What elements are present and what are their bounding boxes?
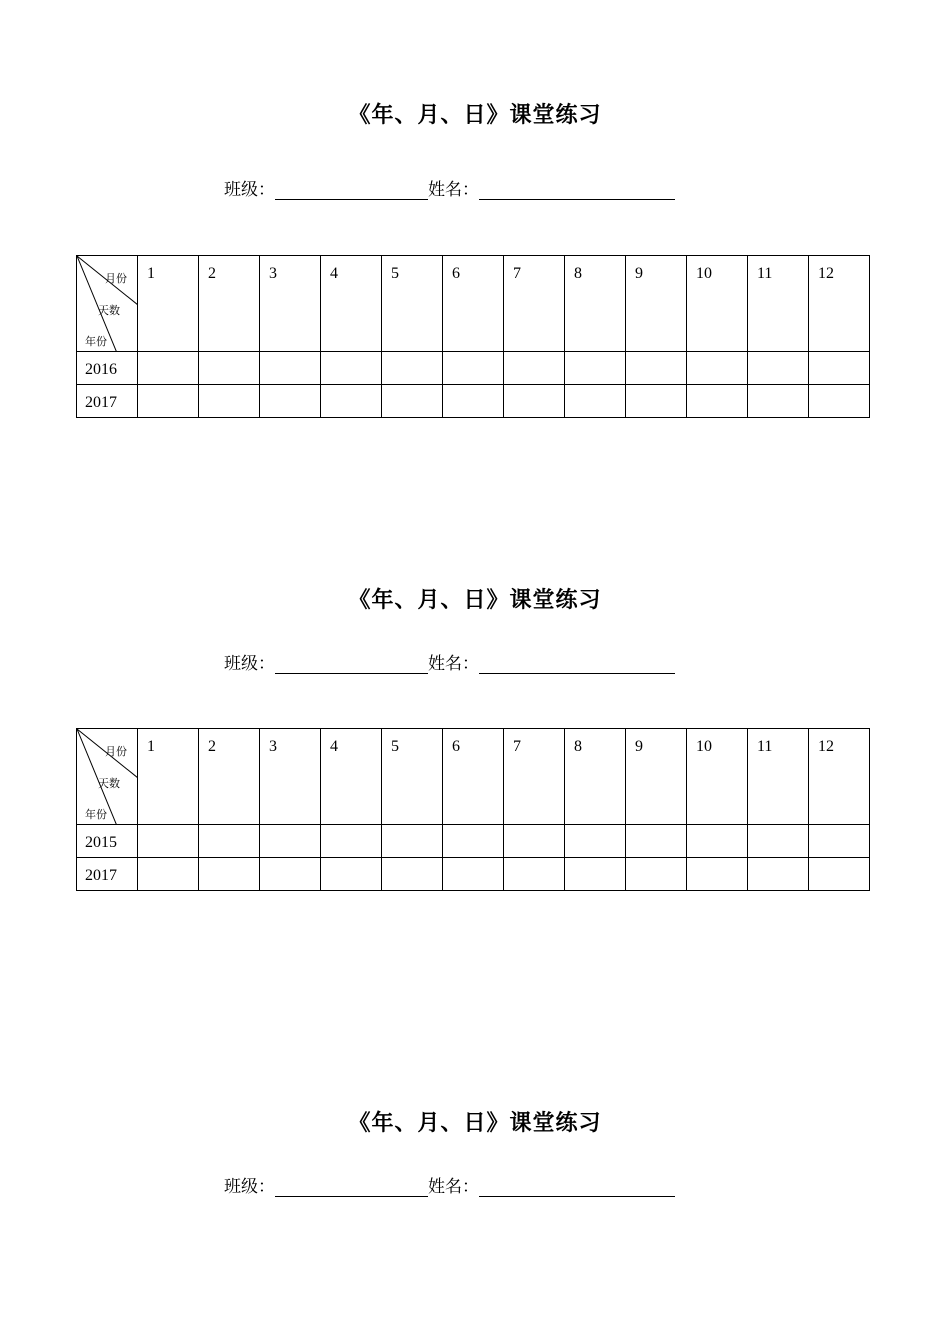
year-label: 2017 bbox=[77, 385, 138, 418]
answer-cell[interactable] bbox=[504, 352, 565, 385]
month-header: 3 bbox=[260, 256, 321, 352]
answer-cell[interactable] bbox=[443, 352, 504, 385]
answer-cell[interactable] bbox=[382, 825, 443, 858]
answer-cell[interactable] bbox=[687, 385, 748, 418]
name-blank[interactable] bbox=[479, 181, 675, 200]
corner-days-label: 天数 bbox=[98, 777, 120, 790]
year-label: 2016 bbox=[77, 352, 138, 385]
answer-cell[interactable] bbox=[565, 385, 626, 418]
answer-cell[interactable] bbox=[138, 385, 199, 418]
answer-cell[interactable] bbox=[138, 825, 199, 858]
answer-cell[interactable] bbox=[199, 352, 260, 385]
month-header: 11 bbox=[748, 729, 809, 825]
name-blank[interactable] bbox=[479, 655, 675, 674]
corner-month-label: 月份 bbox=[105, 272, 127, 285]
month-header: 3 bbox=[260, 729, 321, 825]
month-header: 4 bbox=[321, 256, 382, 352]
answer-cell[interactable] bbox=[565, 825, 626, 858]
answer-cell[interactable] bbox=[382, 385, 443, 418]
answer-cell[interactable] bbox=[504, 858, 565, 891]
answer-cell[interactable] bbox=[565, 352, 626, 385]
answer-cell[interactable] bbox=[809, 352, 870, 385]
answer-cell[interactable] bbox=[138, 352, 199, 385]
answer-cell[interactable] bbox=[260, 825, 321, 858]
class-blank[interactable] bbox=[275, 181, 428, 200]
answer-cell[interactable] bbox=[687, 825, 748, 858]
answer-cell[interactable] bbox=[443, 385, 504, 418]
month-header: 8 bbox=[565, 729, 626, 825]
answer-cell[interactable] bbox=[748, 385, 809, 418]
answer-cell[interactable] bbox=[260, 385, 321, 418]
answer-cell[interactable] bbox=[809, 825, 870, 858]
answer-cell[interactable] bbox=[260, 858, 321, 891]
name-label: 姓名： bbox=[428, 1177, 479, 1197]
month-header: 2 bbox=[199, 256, 260, 352]
days-table bbox=[76, 728, 870, 891]
month-header: 5 bbox=[382, 729, 443, 825]
month-header: 12 bbox=[809, 729, 870, 825]
answer-cell[interactable] bbox=[626, 352, 687, 385]
month-header: 1 bbox=[138, 256, 199, 352]
month-header: 12 bbox=[809, 256, 870, 352]
answer-cell[interactable] bbox=[199, 825, 260, 858]
month-header: 1 bbox=[138, 729, 199, 825]
name-label: 姓名： bbox=[428, 654, 479, 674]
student-info-line bbox=[224, 175, 675, 200]
class-blank[interactable] bbox=[275, 1178, 428, 1197]
month-header: 7 bbox=[504, 256, 565, 352]
month-header: 10 bbox=[687, 729, 748, 825]
corner-header-cell bbox=[77, 729, 138, 825]
answer-cell[interactable] bbox=[382, 352, 443, 385]
corner-header-cell bbox=[77, 256, 138, 352]
answer-cell[interactable] bbox=[687, 352, 748, 385]
answer-cell[interactable] bbox=[199, 385, 260, 418]
year-row bbox=[77, 352, 870, 385]
answer-cell[interactable] bbox=[504, 385, 565, 418]
answer-cell[interactable] bbox=[504, 825, 565, 858]
month-header: 5 bbox=[382, 256, 443, 352]
answer-cell[interactable] bbox=[138, 858, 199, 891]
corner-year-label: 年份 bbox=[85, 335, 107, 348]
month-header: 4 bbox=[321, 729, 382, 825]
answer-cell[interactable] bbox=[199, 858, 260, 891]
answer-cell[interactable] bbox=[687, 858, 748, 891]
answer-cell[interactable] bbox=[626, 858, 687, 891]
answer-cell[interactable] bbox=[748, 352, 809, 385]
year-row bbox=[77, 825, 870, 858]
header-row bbox=[77, 729, 870, 825]
name-label: 姓名： bbox=[428, 180, 479, 200]
answer-cell[interactable] bbox=[626, 385, 687, 418]
month-header: 9 bbox=[626, 256, 687, 352]
month-header: 11 bbox=[748, 256, 809, 352]
name-blank[interactable] bbox=[479, 1178, 675, 1197]
worksheet-title: 《年、月、日》课堂练习 bbox=[348, 588, 602, 613]
month-header: 10 bbox=[687, 256, 748, 352]
answer-cell[interactable] bbox=[809, 858, 870, 891]
answer-cell[interactable] bbox=[260, 352, 321, 385]
year-row bbox=[77, 858, 870, 891]
corner-month-label: 月份 bbox=[105, 745, 127, 758]
month-header: 9 bbox=[626, 729, 687, 825]
answer-cell[interactable] bbox=[382, 858, 443, 891]
year-row bbox=[77, 385, 870, 418]
answer-cell[interactable] bbox=[748, 825, 809, 858]
answer-cell[interactable] bbox=[321, 858, 382, 891]
answer-cell[interactable] bbox=[626, 825, 687, 858]
answer-cell[interactable] bbox=[809, 385, 870, 418]
header-row bbox=[77, 256, 870, 352]
answer-cell[interactable] bbox=[321, 825, 382, 858]
month-header: 2 bbox=[199, 729, 260, 825]
month-header: 6 bbox=[443, 256, 504, 352]
answer-cell[interactable] bbox=[443, 825, 504, 858]
month-header: 8 bbox=[565, 256, 626, 352]
month-header: 6 bbox=[443, 729, 504, 825]
class-blank[interactable] bbox=[275, 655, 428, 674]
corner-days-label: 天数 bbox=[98, 304, 120, 317]
corner-year-label: 年份 bbox=[85, 808, 107, 821]
class-label: 班级： bbox=[224, 1177, 275, 1197]
month-header: 7 bbox=[504, 729, 565, 825]
worksheet-title: 《年、月、日》课堂练习 bbox=[348, 1111, 602, 1136]
answer-cell[interactable] bbox=[321, 352, 382, 385]
student-info-line bbox=[224, 649, 675, 674]
year-label: 2017 bbox=[77, 858, 138, 891]
answer-cell[interactable] bbox=[443, 858, 504, 891]
days-table bbox=[76, 255, 870, 418]
student-info-line bbox=[224, 1172, 675, 1197]
worksheet-title: 《年、月、日》课堂练习 bbox=[348, 103, 602, 128]
answer-cell[interactable] bbox=[321, 385, 382, 418]
class-label: 班级： bbox=[224, 654, 275, 674]
class-label: 班级： bbox=[224, 180, 275, 200]
answer-cell[interactable] bbox=[565, 858, 626, 891]
year-label: 2015 bbox=[77, 825, 138, 858]
answer-cell[interactable] bbox=[748, 858, 809, 891]
